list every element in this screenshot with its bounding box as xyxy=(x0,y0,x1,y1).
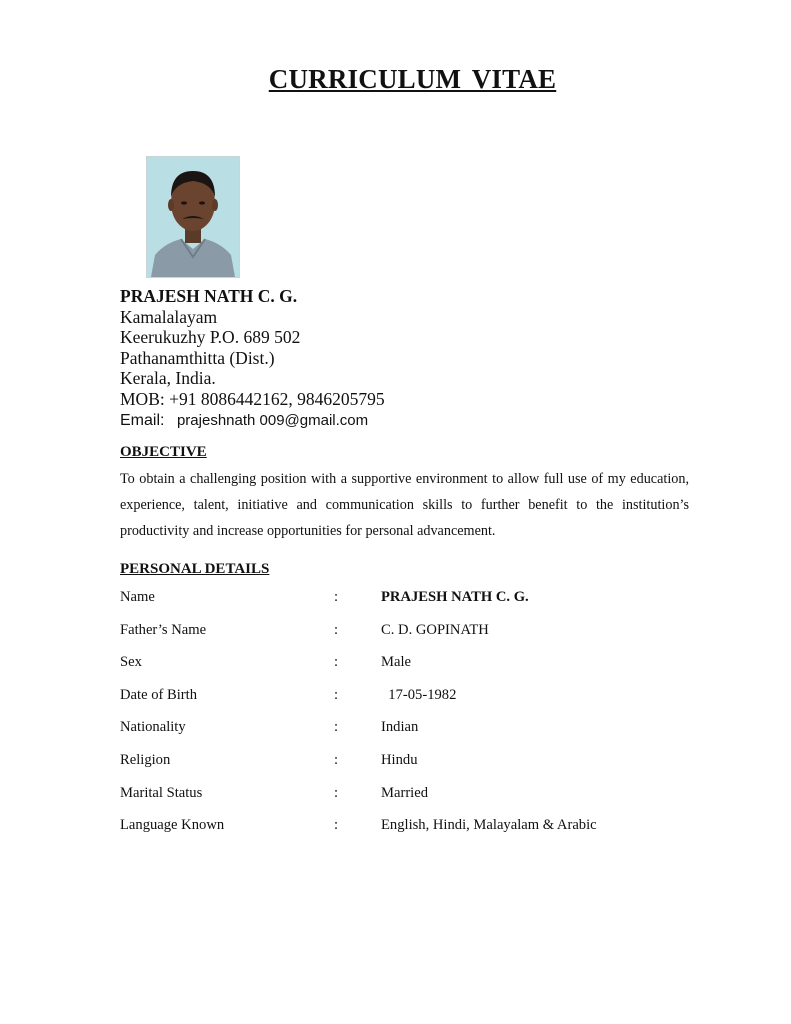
detail-value: English, Hindi, Malayalam & Arabic xyxy=(381,817,597,834)
detail-row-religion xyxy=(120,752,720,785)
personal-details-table xyxy=(120,589,720,850)
candidate-name: PRAJESH NATH C. G. xyxy=(120,286,298,306)
detail-separator: : xyxy=(334,654,339,671)
detail-label: Religion xyxy=(120,751,171,768)
detail-separator: : xyxy=(334,719,339,736)
email-address: prajeshnath 009@gmail.com xyxy=(176,411,369,429)
detail-separator: : xyxy=(334,751,339,768)
person-portrait-icon xyxy=(147,157,239,277)
personal-details-heading: PERSONAL DETAILS xyxy=(120,561,270,577)
address-line: Kamalalayam xyxy=(120,306,218,327)
detail-separator: : xyxy=(334,686,339,703)
detail-row-sex xyxy=(120,654,720,687)
objective-heading: OBJECTIVE xyxy=(120,444,207,460)
detail-label: Sex xyxy=(120,654,142,671)
detail-label: Date of Birth xyxy=(120,686,198,703)
detail-separator: : xyxy=(334,621,339,638)
detail-row-name xyxy=(120,589,720,622)
detail-label: Name xyxy=(120,589,155,605)
detail-value: Male xyxy=(381,654,411,671)
detail-separator: : xyxy=(334,589,339,605)
detail-label: Marital Status xyxy=(120,784,203,801)
objective-text: To obtain a challenging position with a supportive environment to allow full use of my education, experience, talent, initiative and communication skills to further benefit to the institution’s productivity and increase opportunities for personal advancement. xyxy=(120,471,689,539)
detail-value: 17-05-1982 xyxy=(381,686,457,703)
detail-value: PRAJESH NATH C. G. xyxy=(381,589,529,605)
detail-separator: : xyxy=(334,784,339,801)
address-line: Keerukuzhy P.O. 689 502 xyxy=(120,327,301,348)
profile-photo xyxy=(146,156,240,278)
contact-block xyxy=(120,286,385,431)
detail-row-nationality xyxy=(120,719,720,752)
detail-row-date-of-birth xyxy=(120,687,720,720)
detail-value: Married xyxy=(381,784,429,801)
email-line xyxy=(120,411,385,432)
address-line: Pathanamthitta (Dist.) xyxy=(120,347,275,368)
detail-value: C. D. GOPINATH xyxy=(381,621,489,638)
email-label: Email: xyxy=(120,411,165,429)
address-line: Kerala, India. xyxy=(120,368,216,389)
detail-row-language-known xyxy=(120,817,720,850)
detail-value: Indian xyxy=(381,719,419,736)
mobile-numbers: MOB: +91 8086442162, 9846205795 xyxy=(120,388,385,409)
detail-label: Father’s Name xyxy=(120,621,207,638)
detail-label: Nationality xyxy=(120,719,186,736)
document-title: CURRICULUM VITAE xyxy=(268,64,557,94)
detail-row-marital-status xyxy=(120,785,720,818)
detail-row-fathers-name xyxy=(120,622,720,655)
detail-label: Language Known xyxy=(120,817,225,834)
detail-value: Hindu xyxy=(381,751,418,768)
detail-separator: : xyxy=(334,817,339,834)
